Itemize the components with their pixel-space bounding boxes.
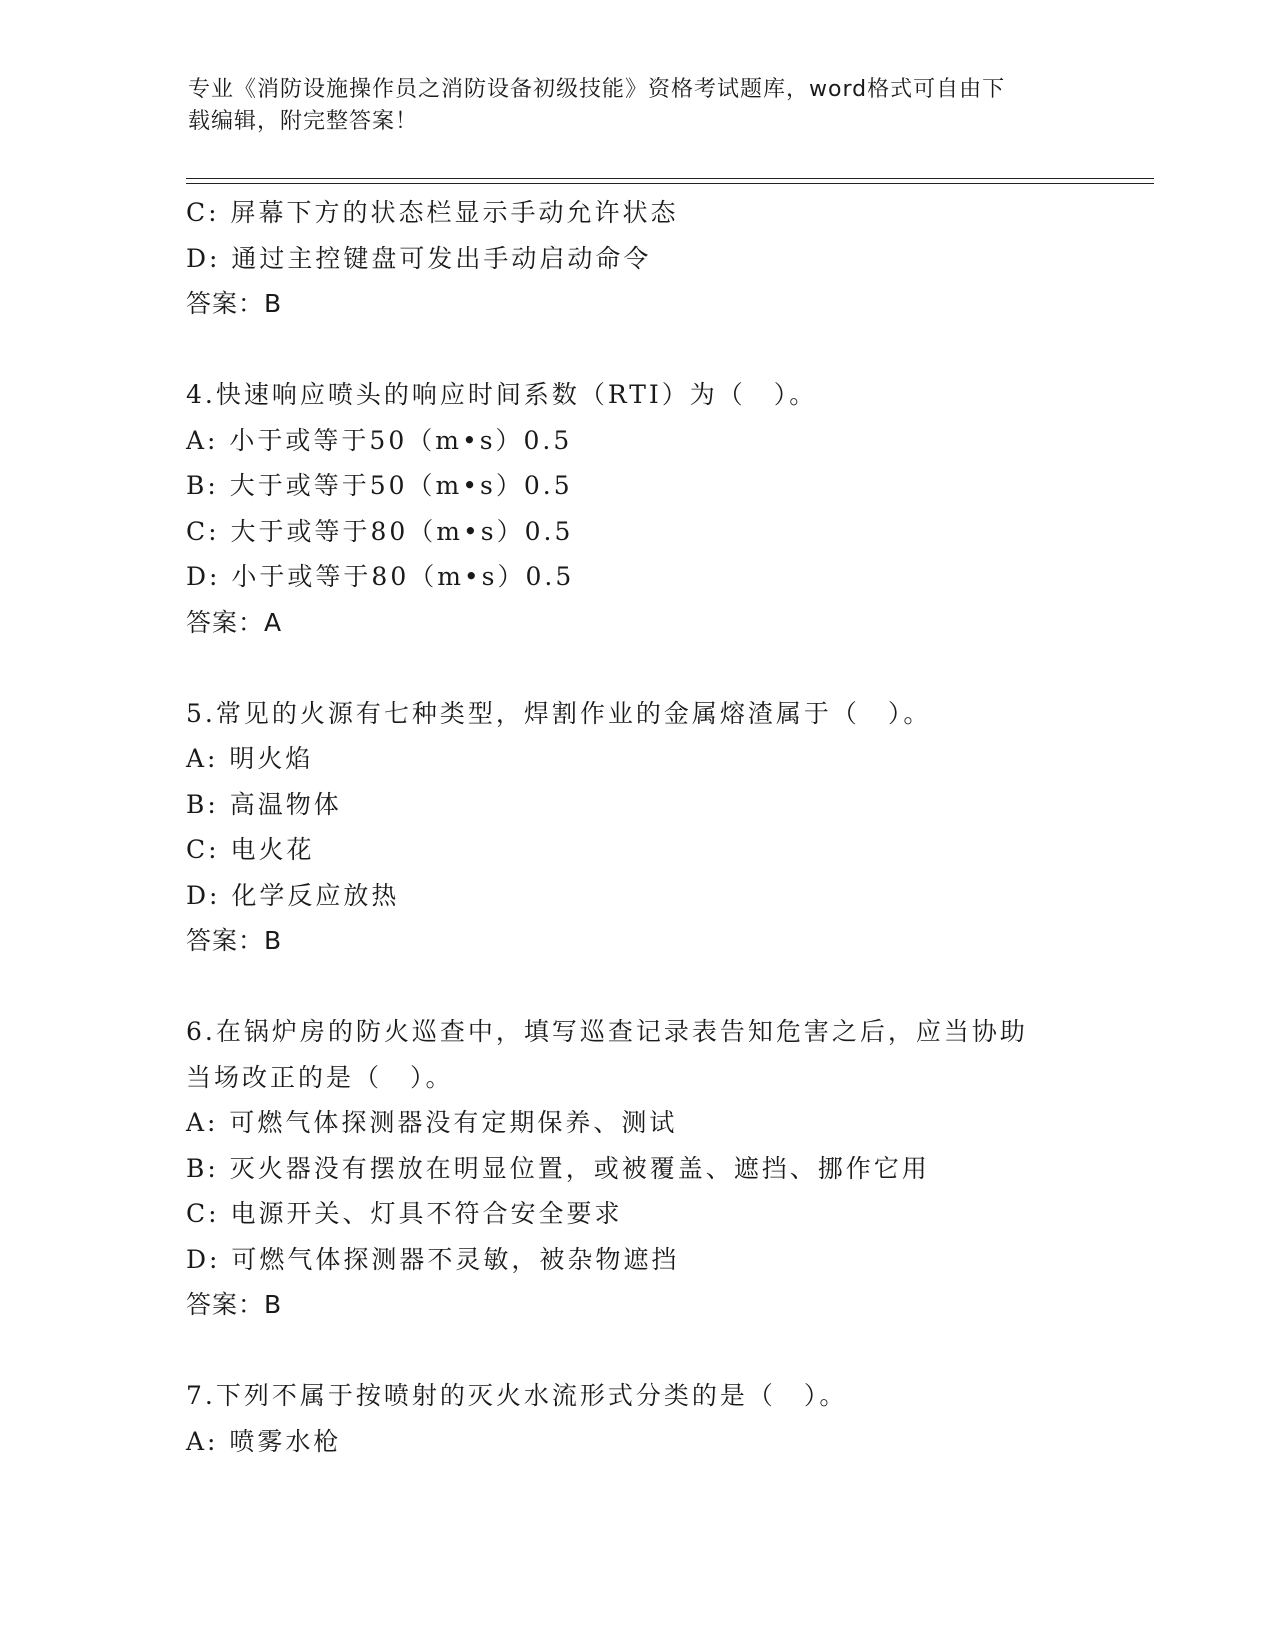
spacer	[186, 327, 1086, 373]
option-d: D: 通过主控键盘可发出手动启动命令	[186, 243, 652, 273]
spacer	[186, 645, 1086, 691]
option-b: B: 大于或等于50（m•s）0.5	[186, 471, 573, 500]
option-d: D: 可燃气体探测器不灵敏，被杂物遮挡	[186, 1244, 680, 1274]
option-a: A: 喷雾水枪	[186, 1426, 342, 1456]
option-a: A: 可燃气体探测器没有定期保养、测试	[186, 1108, 678, 1137]
option-d: D: 化学反应放热	[186, 880, 400, 910]
question-stem-line-1: 6.在锅炉房的防火巡查中，填写巡查记录表告知危害之后，应当协助	[186, 1017, 1028, 1046]
option-a: A: 小于或等于50（m•s）0.5	[186, 425, 573, 455]
question-3	[186, 190, 1086, 327]
question-stem: 4.快速响应喷头的响应时间系数（RTI）为（ ）。	[186, 380, 818, 409]
answer: 答案：B	[186, 289, 283, 318]
spacer	[186, 1328, 1086, 1374]
question-4	[186, 372, 1086, 645]
spacer	[186, 964, 1086, 1010]
answer: 答案：A	[186, 607, 283, 637]
option-c: C: 电源开关、灯具不符合安全要求	[186, 1199, 623, 1228]
question-stem-line-2: 当场改正的是（ ）。	[186, 1062, 454, 1092]
header-line-2: 载编辑，附完整答案！	[188, 109, 419, 134]
question-6	[186, 1009, 1086, 1328]
header-divider-bottom	[186, 183, 1154, 184]
header-line-1: 专业《消防设施操作员之消防设备初级技能》资格考试题库，word格式可自由下	[188, 77, 1006, 102]
question-7	[186, 1373, 1086, 1464]
question-stem: 5.常见的火源有七种类型，焊割作业的金属熔渣属于（ ）。	[186, 698, 932, 728]
option-c: C: 大于或等于80（m•s）0.5	[186, 516, 574, 546]
option-a: A: 明火焰	[186, 744, 314, 773]
option-d: D: 小于或等于80（m•s）0.5	[186, 562, 575, 591]
option-b: B: 灭火器没有摆放在明显位置，或被覆盖、遮挡、挪作它用	[186, 1153, 930, 1183]
header-divider-top	[186, 178, 1154, 179]
answer: 答案：B	[186, 1290, 283, 1319]
document-header	[188, 74, 1068, 138]
option-c: C: 电火花	[186, 835, 315, 864]
question-list	[186, 190, 1086, 1464]
question-stem: 7.下列不属于按喷射的灭火水流形式分类的是（ ）。	[186, 1381, 848, 1410]
option-c: C: 屏幕下方的状态栏显示手动允许状态	[186, 198, 679, 227]
option-b: B: 高温物体	[186, 789, 342, 819]
answer: 答案：B	[186, 926, 283, 955]
question-5	[186, 691, 1086, 964]
